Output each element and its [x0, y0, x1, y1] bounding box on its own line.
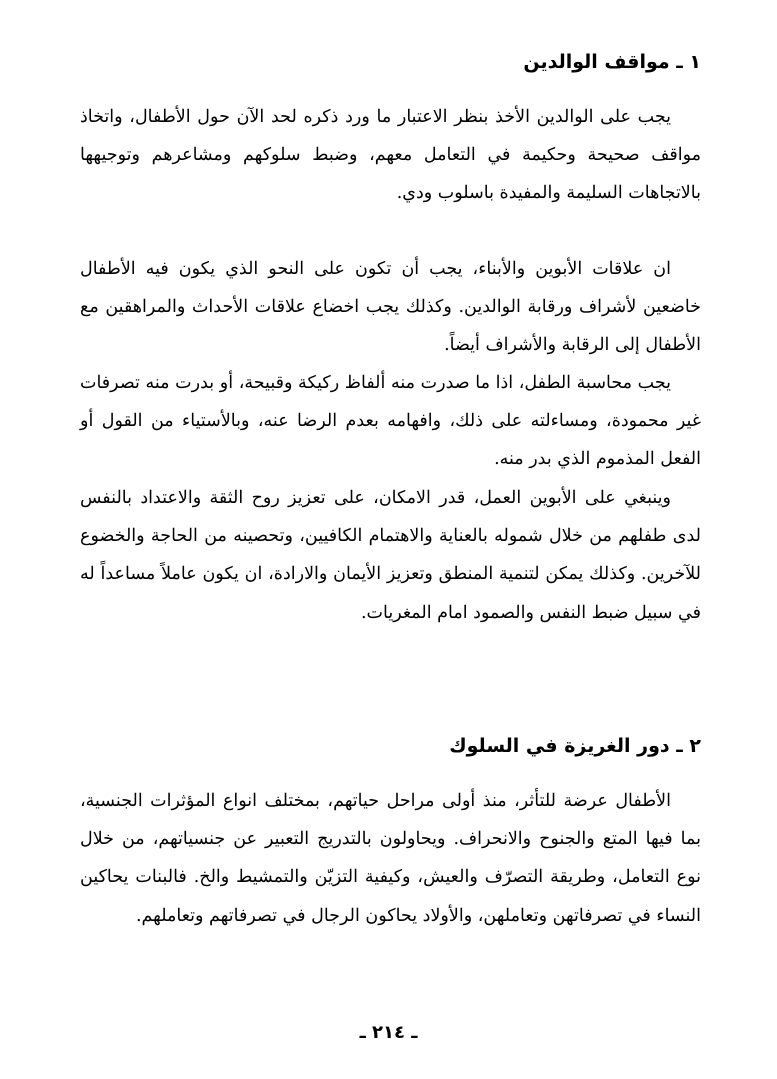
section-1-paragraph-1: يجب على الوالدين الأخذ بنظر الاعتبار ما ورد ذكره لحد الآن حول الأطفال، واتخاذ مواقف صحيحة وحكيمة في التعامل معهم، وضبط سلوكهم ومشاعرهم وتوجيهها بالاتجاهات السليمة والمفيدة باسلوب ودي.	[80, 107, 701, 204]
section-2-heading: ٢ ـ دور الغريزة في السلوك	[449, 735, 701, 757]
section-1-paragraph-4: وينبغي على الأبوين العمل، قدر الامكان، على تعزيز روح الثقة والاعتداد بالنفس لدى طفلهم من خلال شموله بالعناية والاهتمام الكافيين، وتحصينه من الحاجة والخضوع للآخرين. وكذلك يمكن لتنمية المنطق وتعزيز الأيمان والارادة، ان يكون عاملاً مساعداً له في سبيل ضبط النفس والصمود امام المغريات.	[80, 488, 701, 623]
page-number: ـ ٢١٤ ـ	[359, 1022, 418, 1043]
section-1-paragraph-2: ان علاقات الأبوين والأبناء، يجب أن تكون على النحو الذي يكون فيه الأطفال خاضعين لأشراف ورقابة الوالدين. وكذلك يجب اخضاع علاقات الأحداث والمراهقين مع الأطفال إلى الرقابة والأشراف أيضاً.	[80, 259, 701, 356]
section-1-paragraph-3: يجب محاسبة الطفل، اذا ما صدرت منه ألفاظ ركيكة وقبيحة، أو بدرت منه تصرفات غير محمودة، ومساءلته على ذلك، وافهامه بعدم الرضا عنه، وبالأستياء من القول أو الفعل المذموم الذي بدر منه.	[80, 373, 701, 470]
section-2-paragraph-1: الأطفال عرضة للتأثر، منذ أولى مراحل حياتهم، بمختلف انواع المؤثرات الجنسية، بما فيها المتع والجنوح والانحراف. ويحاولون بالتدريج التعبير عن جنسياتهم، من خلال نوع التعامل، وطريقة التصرّف والعيش، وكيفية التزيّن والتمشيط والخ. فالبنات يحاكين النساء في تصرفاتهن وتعاملهن، والأولاد يحاكون الرجال في تصرفاتهم وتعاملهم.	[80, 791, 701, 926]
section-1-heading: ١ ـ مواقف الوالدين	[523, 51, 701, 73]
